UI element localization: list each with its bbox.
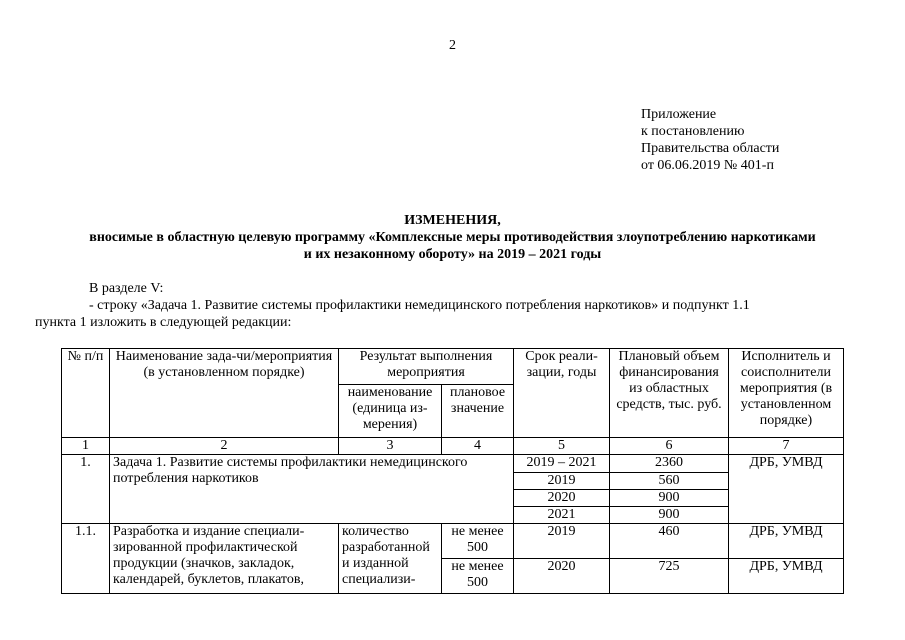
subtask-funding: 725 bbox=[610, 559, 729, 594]
column-number: 4 bbox=[442, 438, 514, 455]
appendix-block bbox=[641, 106, 779, 174]
header-result-name: наименование (единица из-мерения) bbox=[339, 385, 442, 438]
subtask-year: 2019 bbox=[514, 524, 610, 559]
subtask-num: 1.1. bbox=[62, 524, 110, 594]
column-number: 6 bbox=[610, 438, 729, 455]
page-number: 2 bbox=[449, 38, 456, 53]
task-year: 2019 bbox=[514, 473, 610, 490]
task-year: 2020 bbox=[514, 490, 610, 507]
subtask-executor: ДРБ, УМВД bbox=[729, 524, 844, 559]
subtask-plan: не менее 500 bbox=[442, 559, 514, 594]
column-numbers-row bbox=[62, 438, 844, 455]
appendix-line: к постановлению bbox=[641, 124, 745, 139]
header-result: Результат выполнения мероприятия bbox=[339, 349, 514, 385]
instruction-line: - строку «Задача 1. Развитие системы профилактики немедицинского потребления наркотиков» и подпункт 1.1 bbox=[89, 298, 750, 313]
document-title: ИЗМЕНЕНИЯ, bbox=[404, 213, 501, 228]
column-number: 5 bbox=[514, 438, 610, 455]
instruction-paragraph bbox=[35, 297, 849, 331]
task-year-funding: 900 bbox=[610, 490, 729, 507]
appendix-date-line: от 06.06.2019 № 401-п bbox=[641, 158, 774, 173]
activities-table bbox=[61, 348, 844, 594]
header-executor: Исполнитель и соисполнители мероприятия (в установленном порядке) bbox=[729, 349, 844, 438]
header-num: № п/п bbox=[62, 349, 110, 438]
document-subtitle-cont: и их незаконному обороту» на 2019 – 2021 годы bbox=[303, 247, 602, 262]
column-number: 3 bbox=[339, 438, 442, 455]
task-name: Задача 1. Развитие системы профилактики немедицинского потребления наркотиков bbox=[110, 455, 514, 524]
column-number: 1 bbox=[62, 438, 110, 455]
subtask-funding: 460 bbox=[610, 524, 729, 559]
instruction-line: пункта 1 изложить в следующей редакции: bbox=[35, 315, 292, 330]
column-number: 7 bbox=[729, 438, 844, 455]
task-year-funding: 900 bbox=[610, 507, 729, 524]
header-period: Срок реали-зации, годы bbox=[514, 349, 610, 438]
subtask-name: Разработка и издание специали-зированной профилактической продукции (значков, закладок, календарей, буклетов, плакатов, bbox=[110, 524, 339, 594]
task-year-funding: 560 bbox=[610, 473, 729, 490]
subtask-row bbox=[62, 524, 844, 559]
appendix-line: Приложение bbox=[641, 107, 717, 122]
header-result-plan: плановое значение bbox=[442, 385, 514, 438]
task-period-total: 2019 – 2021 bbox=[514, 455, 610, 473]
subtask-result-name: количество разработанной и изданной специализи- bbox=[339, 524, 442, 594]
header-funding: Плановый объем финансирования из областных средств, тыс. руб. bbox=[610, 349, 729, 438]
subtask-year: 2020 bbox=[514, 559, 610, 594]
task-executor: ДРБ, УМВД bbox=[729, 455, 844, 524]
document-subtitle: вносимые в областную целевую программу «Комплексные меры противодействия злоупотреблению наркотиками bbox=[89, 230, 816, 245]
appendix-line: Правительства области bbox=[641, 141, 780, 156]
task-num: 1. bbox=[62, 455, 110, 524]
task-year: 2021 bbox=[514, 507, 610, 524]
subtask-plan: не менее 500 bbox=[442, 524, 514, 559]
task-funding-total: 2360 bbox=[610, 455, 729, 473]
column-number: 2 bbox=[110, 438, 339, 455]
section-reference: В разделе V: bbox=[89, 281, 164, 296]
task-row bbox=[62, 455, 844, 473]
header-name: Наименование зада-чи/мероприятия (в установленном порядке) bbox=[110, 349, 339, 438]
subtask-executor: ДРБ, УМВД bbox=[729, 559, 844, 594]
